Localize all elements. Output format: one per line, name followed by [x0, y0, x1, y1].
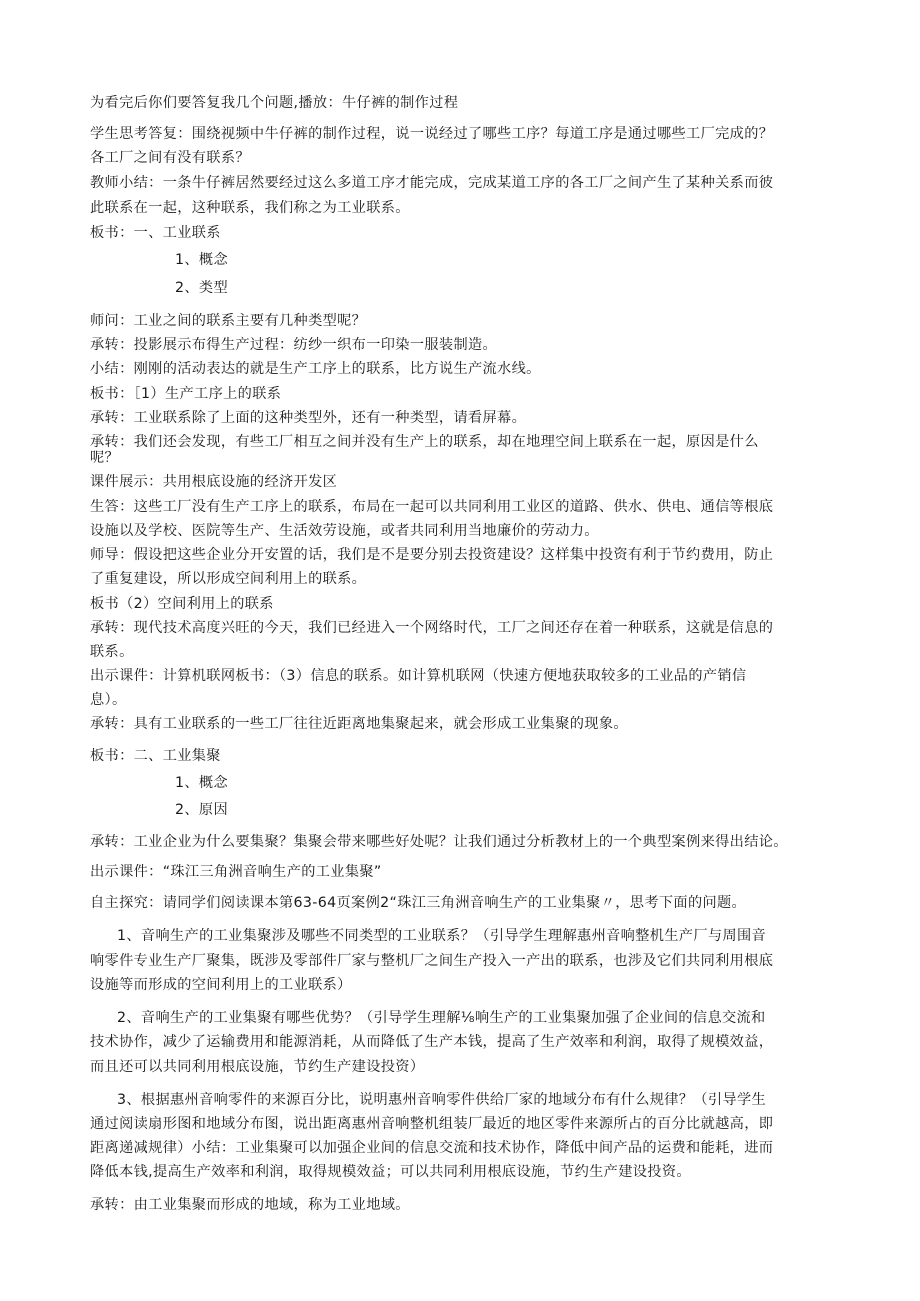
text-line: 学生思考答复：围绕视频中牛仔裤的制作过程，说一说经过了哪些工序？每道工序是通过哪些工厂完成的？	[90, 126, 774, 142]
text-line: 自主探究：请同学们阅读课本第63-64页案例2“珠江三角洲音响生产的工业集聚〃，思考下面的问题。	[90, 895, 747, 911]
text-line: 师导：假设把这些企业分开安置的话，我们是不是要分别去投资建设？这样集中投资有利于节约费用，防止	[90, 547, 774, 563]
text-line: 联系。	[90, 644, 134, 660]
text-line: 距离递减规律）小结：工业集聚可以加强企业间的信息交流和技术协作，降低中间产品的运费和能耗，进而	[90, 1140, 774, 1156]
text-line: 课件展示：共用根底设施的经济开发区	[90, 474, 338, 490]
text-line: 教师小结：一条牛仔裤居然要经过这么多道工序才能完成，完成某道工序的各工厂之间产生了某种关系而彼	[90, 175, 774, 191]
text-line: 师问：工业之间的联系主要有几种类型呢？	[90, 313, 367, 329]
text-line: 生答：这些工厂没有生产工序上的联系，布局在一起可以共同利用工业区的道路、供水、供电、通信等根底	[90, 499, 774, 515]
text-line: 通过阅读扇形图和地域分布图，说出距离惠州音响整机组装厂最近的地区零件来源所占的百分比就越高，即	[90, 1116, 774, 1132]
board-subitem: 2、原因	[175, 802, 228, 818]
text-line: 而且还可以共同利用根底设施，节约生产建设投资）	[90, 1059, 425, 1075]
question-line: 1、音响生产的工业集聚涉及哪些不同类型的工业联系？（引导学生理解惠州音响整机生产厂与周围音	[117, 928, 767, 944]
text-line: 承转：工业联系除了上面的这种类型外，还有一种类型，请看屏幕。	[90, 410, 527, 426]
text-line: 息）。	[90, 692, 127, 708]
text-line: 了重复建设，所以形成空间利用上的联系。	[90, 571, 367, 587]
board-heading: 板书：二、工业集聚	[90, 748, 221, 764]
text-line: 各工厂之间有没有联系？	[90, 150, 250, 166]
text-line: 承转：具有工业联系的一些工厂往往近距离地集聚起来，就会形成工业集聚的现象。	[90, 716, 628, 732]
text-line: 降低本钱,提高生产效率和利润，取得规模效益；可以共同利用根底设施，节约生产建设投资。	[90, 1164, 691, 1180]
board-heading: 板书：一、工业联系	[90, 225, 221, 241]
text-line: 承转：投影展示布得生产过程：纺纱一织布一印染一服装制造。	[90, 337, 498, 353]
text-line: 为看完后你们要答复我几个问题,播放：牛仔裤的制作过程	[90, 95, 459, 111]
text-line: 出示课件：计算机联网板书：（3）信息的联系。如计算机联网（快速方便地获取较多的工业品的产销信	[90, 668, 747, 684]
board-heading: 板书（2）空间利用上的联系	[90, 596, 274, 612]
text-line: 呢？	[90, 450, 120, 466]
text-line: 响零件专业生产厂聚集，既涉及零部件厂家与整机厂之间生产投入一产出的联系，也涉及它们共同利用根底	[90, 953, 774, 969]
text-line: 此联系在一起，这种联系，我们称之为工业联系。	[90, 200, 410, 216]
text-line: 设施以及学校、医院等生产、生活效劳设施，或者共同利用当地廉价的劳动力。	[90, 523, 599, 539]
text-line: 承转：工业企业为什么要集聚？集聚会带来哪些好处呢？让我们通过分析教材上的一个典型案例来得出结论。	[90, 834, 788, 850]
text-line: 承转：现代技术高度兴旺的今天，我们已经进入一个网络时代，工厂之间还存在着一种联系，这就是信息的	[90, 620, 774, 636]
text-line: 技术协作，减少了运输费用和能源消耗，从而降低了生产本钱，提高了生产效率和利润，取得了规模效益，	[90, 1034, 774, 1050]
text-line: 承转：由工业集聚而形成的地域，称为工业地域。	[90, 1197, 410, 1213]
board-subitem: 2、类型	[175, 280, 228, 296]
text-line: 小结：刚刚的活动表达的就是生产工序上的联系，比方说生产流水线。	[90, 361, 541, 377]
board-subitem: 1、概念	[175, 775, 228, 791]
board-heading: 板书：［1）生产工序上的联系	[90, 386, 282, 402]
text-line: 承转：我们还会发现，有些工厂相互之间并没有生产上的联系，却在地理空间上联系在一起，原因是什么	[90, 434, 759, 450]
question-line: 2、音响生产的工业集聚有哪些优势？（引导学生理解⅛响生产的工业集聚加强了企业间的信息交流和	[117, 1010, 766, 1026]
text-line: 设施等而形成的空间利用上的工业联系）	[90, 977, 352, 993]
board-subitem: 1、概念	[175, 252, 228, 268]
question-line: 3、根据惠州音响零件的来源百分比，说明惠州音响零件供给厂家的地域分布有什么规律？（引导学生	[117, 1092, 767, 1108]
text-line: 出示课件：“珠江三角洲音响生产的工业集聚”	[90, 864, 382, 880]
